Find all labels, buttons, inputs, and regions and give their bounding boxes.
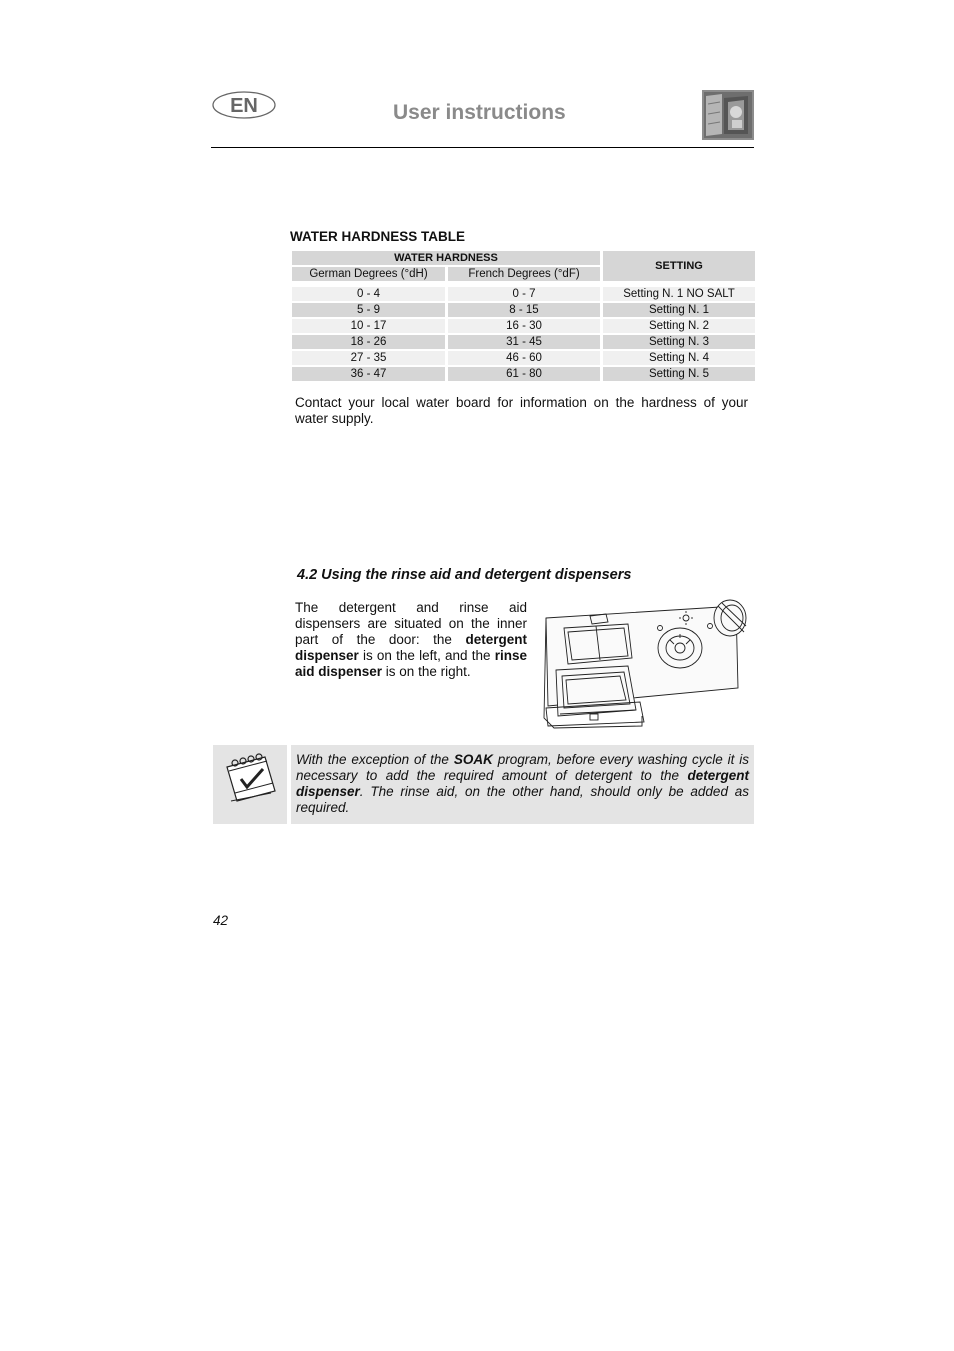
dispenser-text-end: is on the right. (382, 664, 471, 679)
water-hardness-header: WATER HARDNESS (292, 251, 600, 265)
table-row (292, 335, 755, 349)
german-degrees-header: German Degrees (°dH) (292, 267, 445, 281)
table-row (292, 303, 755, 317)
notepad-checkmark-icon (213, 745, 287, 824)
german-cell: 36 - 47 (292, 367, 445, 381)
page-title: User instructions (393, 101, 566, 124)
contact-paragraph: Contact your local water board for information on the hardness of your water supply. (295, 395, 748, 426)
soak-program-term: SOAK (453, 752, 493, 767)
dispenser-text-mid: is on the left, and the (358, 648, 495, 663)
french-cell: 8 - 15 (448, 303, 600, 317)
dispenser-text-intro: The detergent and rinse aid dispensers are situated on the inner part of the door: the (295, 600, 527, 647)
dishwasher-logo-icon (702, 90, 754, 140)
table-row (292, 319, 755, 333)
setting-cell: Setting N. 1 NO SALT (603, 287, 755, 301)
water-hardness-table (289, 249, 758, 383)
french-cell: 16 - 30 (448, 319, 600, 333)
note-icon-cell (213, 745, 287, 824)
german-cell: 10 - 17 (292, 319, 445, 333)
dispenser-illustration (540, 598, 752, 730)
page-number: 42 (213, 913, 229, 928)
german-cell: 0 - 4 (292, 287, 445, 301)
language-code: EN (230, 95, 258, 117)
setting-cell: Setting N. 4 (603, 351, 755, 365)
german-cell: 18 - 26 (292, 335, 445, 349)
dispenser-paragraph (295, 600, 527, 680)
setting-header: SETTING (603, 251, 755, 281)
setting-cell: Setting N. 1 (603, 303, 755, 317)
table-title: WATER HARDNESS TABLE (290, 229, 465, 244)
french-cell: 61 - 80 (448, 367, 600, 381)
detergent-dispenser-term: detergent dispenser (295, 632, 527, 663)
section-heading: 4.2 Using the rinse aid and detergent dispensers (297, 567, 632, 583)
language-badge (211, 89, 277, 121)
german-cell: 5 - 9 (292, 303, 445, 317)
french-degrees-header: French Degrees (°dF) (448, 267, 600, 281)
french-cell: 46 - 60 (448, 351, 600, 365)
note-text-part3: . The rinse aid, on the other hand, should only be added as required. (296, 784, 749, 815)
rinse-aid-dispenser-term: rinse aid dispenser (295, 648, 527, 679)
detergent-dispenser-term: detergent dispenser (296, 768, 749, 799)
header-divider (211, 147, 754, 148)
table-row (292, 367, 755, 381)
setting-cell: Setting N. 5 (603, 367, 755, 381)
setting-cell: Setting N. 3 (603, 335, 755, 349)
french-cell: 31 - 45 (448, 335, 600, 349)
note-paragraph (296, 752, 749, 816)
french-cell: 0 - 7 (448, 287, 600, 301)
note-text-part2: program, before every washing cycle it is necessary to add the required amount of detergent to the (296, 752, 750, 783)
setting-cell: Setting N. 2 (603, 319, 755, 333)
german-cell: 27 - 35 (292, 351, 445, 365)
table-row (292, 351, 755, 365)
table-row (292, 287, 755, 301)
note-text-part1: With the exception of the (296, 752, 454, 767)
